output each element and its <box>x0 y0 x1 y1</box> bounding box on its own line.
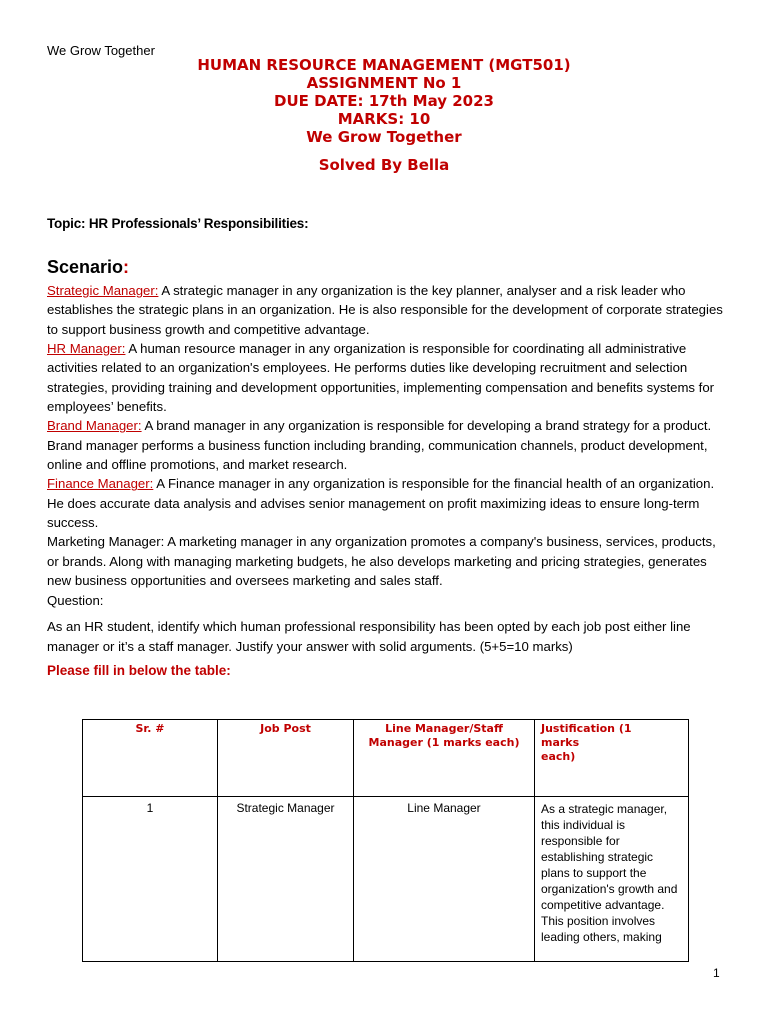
header-tag: We Grow Together <box>47 43 155 58</box>
cell-line-staff: Line Manager <box>354 797 535 962</box>
slogan: We Grow Together <box>306 128 462 146</box>
due-date: DUE DATE: 17th May 2023 <box>274 92 494 110</box>
role-paragraph <box>47 474 727 532</box>
role-paragraph <box>47 281 727 339</box>
role-paragraph <box>47 339 727 416</box>
cell-job-post: Strategic Manager <box>218 797 354 962</box>
header-line-staff: Line Manager/Staff Manager (1 marks each) <box>354 720 535 797</box>
scenario-colon: : <box>123 257 130 277</box>
cell-sr: 1 <box>83 797 218 962</box>
answer-table <box>82 719 689 962</box>
header-justification-line1: Justification (1 <box>541 722 632 735</box>
document-title <box>0 56 768 174</box>
scenario-heading <box>47 257 129 278</box>
marketing-paragraph: Marketing Manager: A marketing manager in any organization promotes a company's business, services, products, or brands. Along with managing marketing budgets, he also develops marketing and pricing strategies, generates new business opportunities and oversees marketing and sales staff. <box>47 534 716 589</box>
topic-heading: Topic: HR Professionals’ Responsibilities: <box>47 216 309 231</box>
role-text: A human resource manager in any organization is responsible for coordinating all administrative activities related to an organization's employees. He performs duties like developing recruitment and selection strategies, providing training and development opportunities, implementing compensation and benefits systems for employees’ benefits. <box>47 341 715 415</box>
table-row <box>83 797 689 962</box>
role-text: A strategic manager in any organization is the key planner, analyser and a risk leader who establishes the strategic plans in an organization. He is also responsible for the development of corporate strategies to support business growth and competitive advantage. <box>47 283 723 337</box>
role-label: HR Manager: <box>47 341 126 357</box>
role-label: Strategic Manager: <box>47 283 159 298</box>
header-sr: Sr. # <box>83 720 218 797</box>
page-number: 1 <box>713 966 720 980</box>
question-text: As an HR student, identify which human professional responsibility has been opted by each job post either line manager or it’s a staff manager. Justify your answer with solid arguments. (5+5=10 marks) <box>47 619 691 654</box>
header-justification <box>535 720 689 797</box>
role-label: Finance Manager: <box>47 476 154 492</box>
header-job-post: Job Post <box>218 720 354 797</box>
marks: MARKS: 10 <box>337 110 431 128</box>
role-text: A brand manager in any organization is responsible for developing a brand strategy for a product. Brand manager performs a business function including branding, communication channels, product development, online and offline promotions, and market research. <box>47 418 712 473</box>
header-justification-line2: marks <box>541 736 580 749</box>
table-instruction: Please fill in below the table: <box>47 663 231 678</box>
question-label: Question: <box>47 592 104 608</box>
cell-justification: As a strategic manager, this individual is responsible for establishing strategic plans to support the organization's growth and competitive advantage. This position involves leading others, making <box>535 797 689 962</box>
course-title: HUMAN RESOURCE MANAGEMENT (MGT501) <box>197 56 571 74</box>
solved-by: Solved By Bella <box>318 156 450 174</box>
header-justification-line3: each) <box>541 750 576 763</box>
scenario-body <box>47 281 727 610</box>
assignment-number: ASSIGNMENT No 1 <box>306 74 462 92</box>
role-text: A Finance manager in any organization is responsible for the financial health of an organization. He does accurate data analysis and advises senior management on profit maximizing ideas to ensure long-term success. <box>47 476 715 531</box>
role-paragraph <box>47 416 727 474</box>
scenario-title: Scenario <box>47 257 124 277</box>
table-header-row <box>83 720 689 797</box>
role-label: Brand Manager: <box>47 418 142 434</box>
